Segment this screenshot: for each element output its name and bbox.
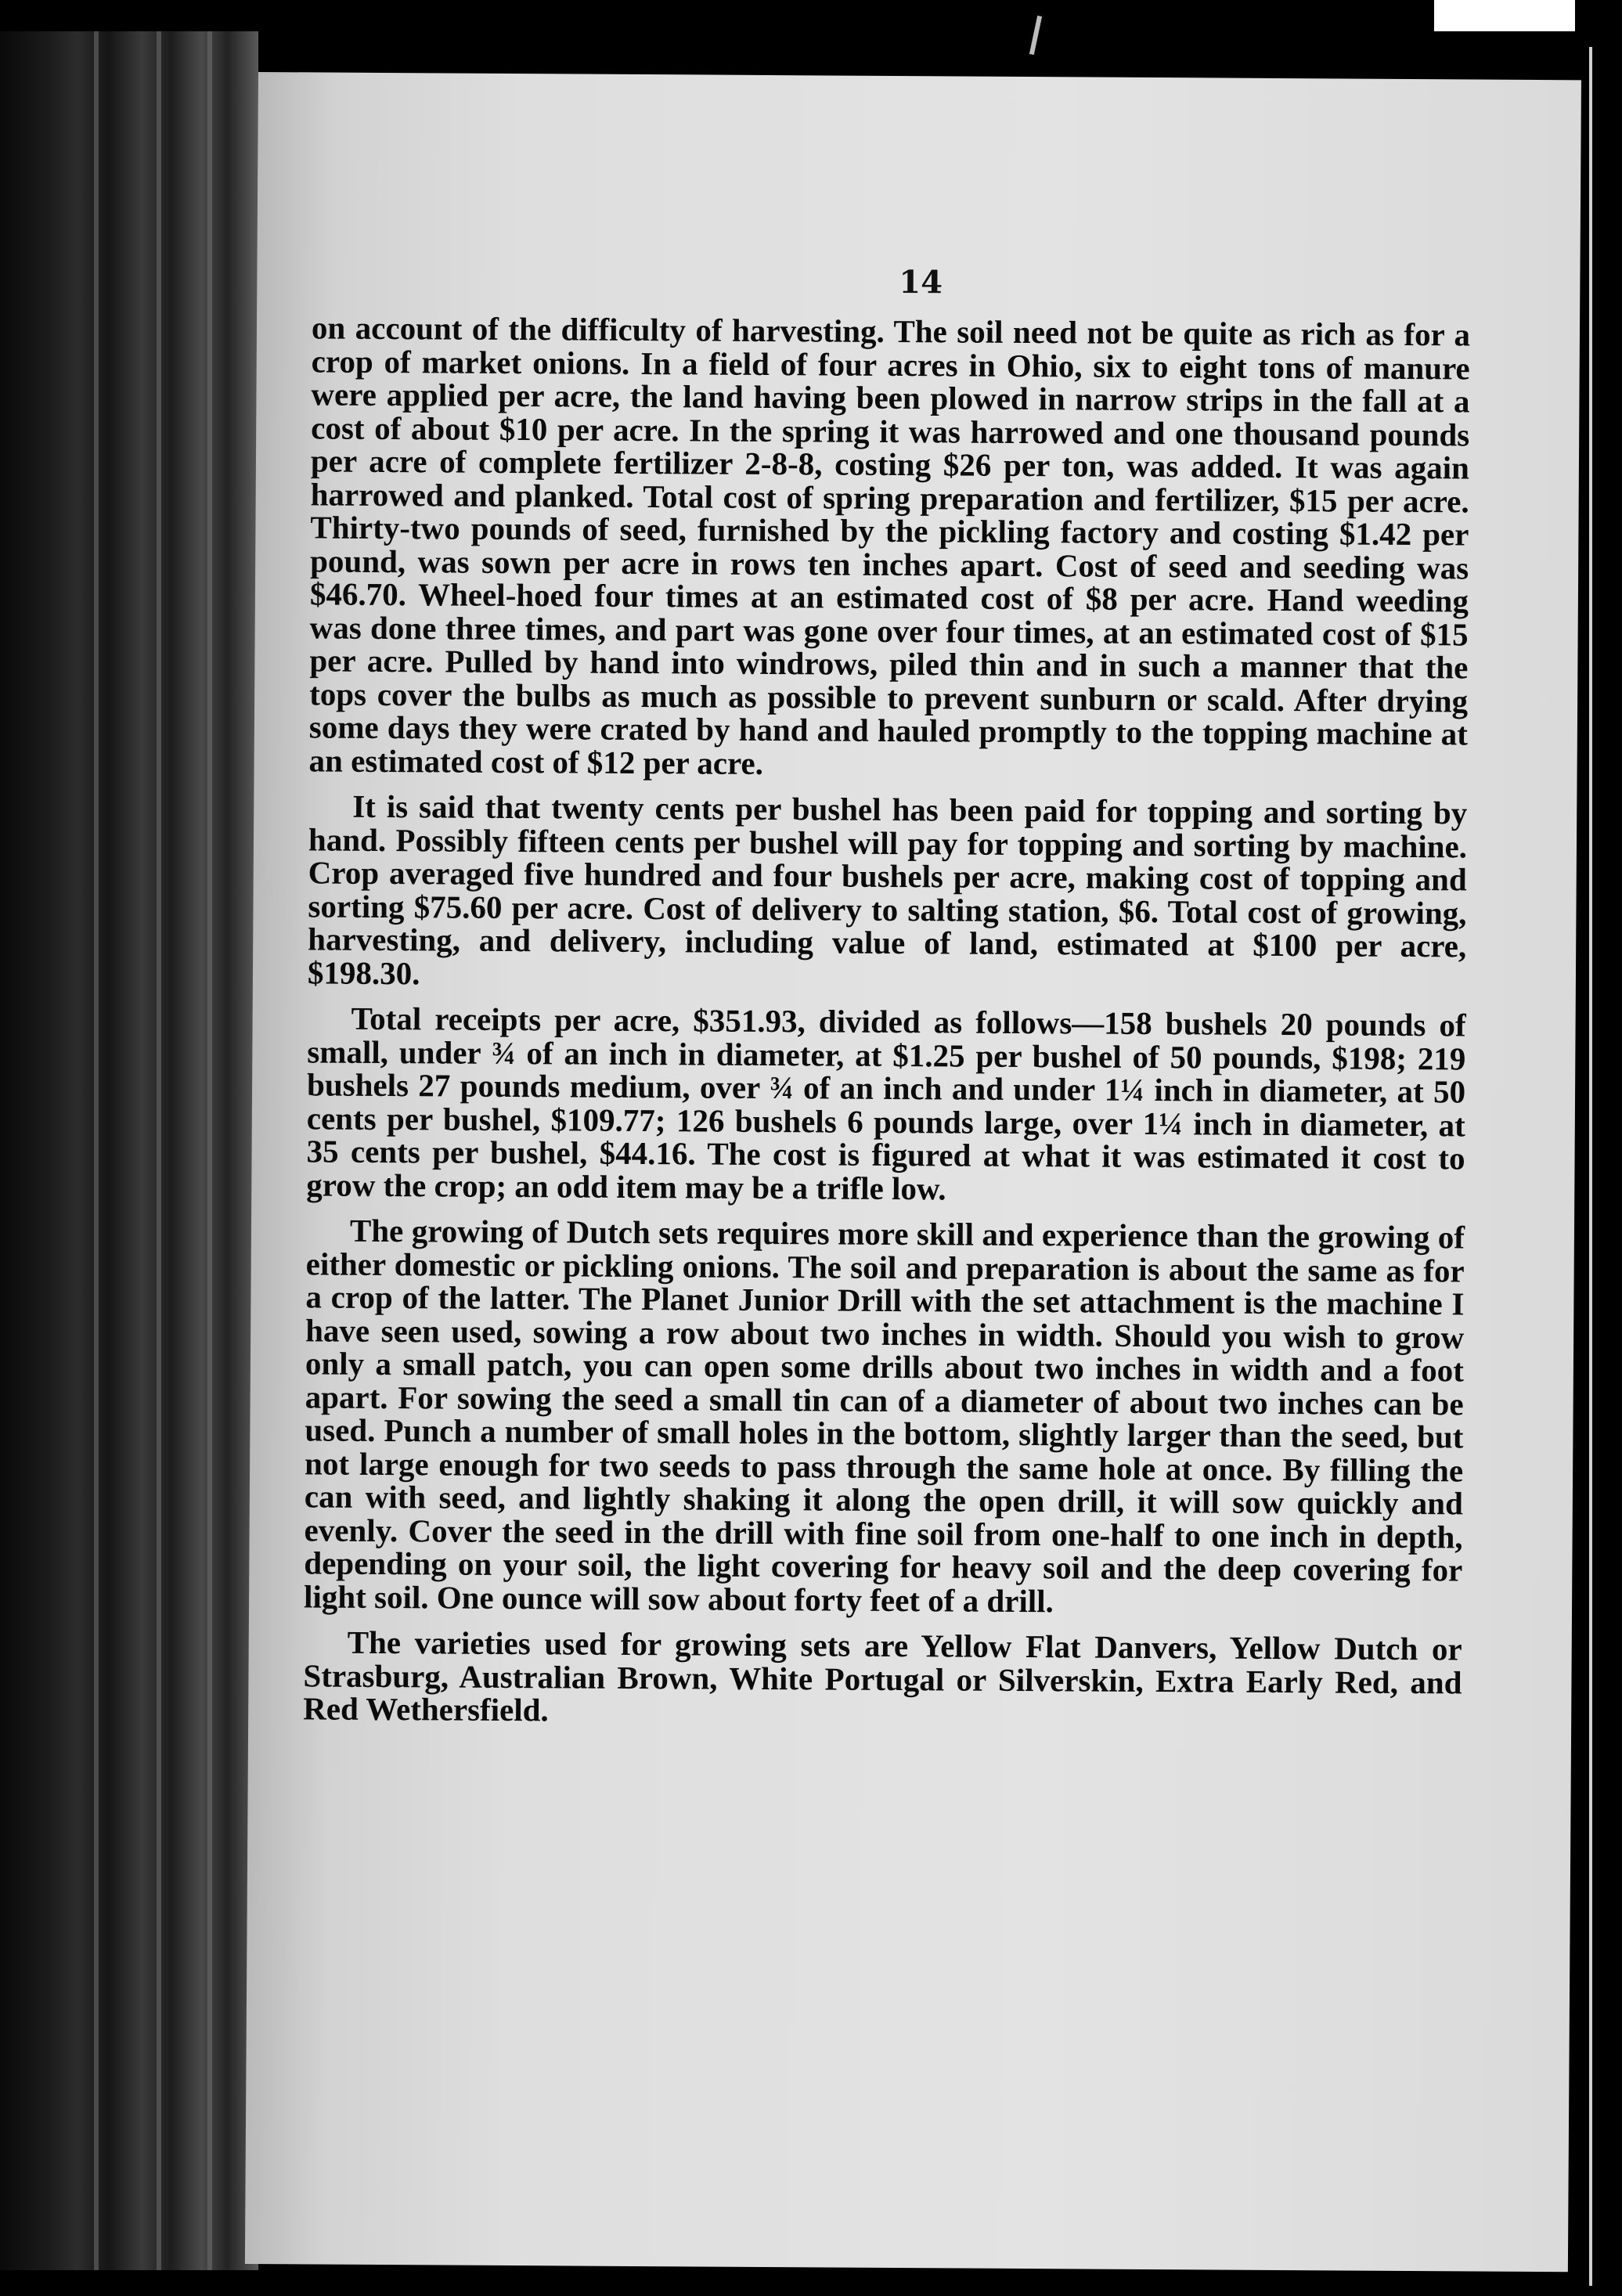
book-binding (0, 31, 258, 2270)
book-page (245, 72, 1581, 2272)
paragraph: The growing of Dutch sets requires more skill and experience than the growing of either domestic or pickling onions. The soil and preparation is about the same as for a crop of the latter. The Planet Junior Drill with the set attachment is the machine I have seen used, sowing a row about two inches in width. Should you wish to grow only a small patch, you can open some drills about two inches in width and a foot apart. For sowing the seed a small tin can of a diameter of about two inches can be used. Punch a number of small holes in the bottom, slightly larger than the seed, but not large enough for two seeds to pass through the same hole at once. By filling the can with seed, and lightly shaking it along the open drill, it will sow quickly and evenly. Cover the seed in the drill with fine soil from one-half to one inch in depth, depending on your soil, the light covering for heavy soil and the deep covering for light soil. One ounce will sow about forty feet of a drill. (303, 1212, 1465, 1619)
scan-tick-mark (1029, 16, 1042, 55)
paragraph: Total receipts per acre, $351.93, divided as follows—158 bushels 20 pounds of small, under ¾ of an inch in diameter, at $1.25 per bushel of 50 pounds, $198; 219 bushels 27 pounds medium, over ¾ of an inch and under 1¼ inch in diameter, at 50 cents per bushel, $109.77; 126 bushels 6 pounds large, over 1¼ inch in diameter, at 35 cents per bushel, $44.16. The cost is figured at what it was estimated it cost to grow the crop; an odd item may be a trifle low. (306, 1000, 1466, 1206)
binding-ridge (207, 31, 212, 2270)
paragraph: on account of the difficulty of harvesting. The soil need not be quite as rich as for a crop of market onions. In a field of four acres in Ohio, six to eight tons of manure were applied per acre, the land having been plowed in narrow strips in the fall at a cost of about $10 per acre. In the spring it was harrowed and one thousand pounds per acre of complete fertilizer 2-8-8, costing $26 per ton, was added. It was again harrowed and planked. Total cost of spring preparation and fertilizer, $15 per acre. Thirty-two pounds of seed, furnished by the pickling factory and costing $1.42 per pound, was sown per acre in rows ten inches apart. Cost of seed and seeding was $46.70. Wheel-hoed four times at an estimated cost of $8 per acre. Hand weeding was done three times, and part was gone over four times, at an estimated cost of $15 per acre. Pulled by hand into windrows, piled thin and in such a manner that the tops cover the bulbs as much as possible to prevent sunburn or scald. After drying some days they were crated by hand and hauled promptly to the topping machine at an estimated cost of $12 per acre. (308, 309, 1471, 781)
scan-corner-mark (1434, 0, 1575, 31)
binding-ridge (94, 31, 99, 2270)
paragraph: It is said that twenty cents per bushel has been paid for topping and sorting by hand. Possibly fifteen cents per bushel will pay for topping and sorting by machine. Crop averaged five hundred and four bushels per acre, making cost of topping and sorting $75.60 per acre. Cost of delivery to salting station, $6. Total cost of growing, harvesting, and delivery, including value of land, estimated at $100 per acre, $198.30. (307, 788, 1468, 991)
paragraph: The varieties used for growing sets are Yellow Flat Danvers, Yellow Dutch or Strasburg, Australian Brown, White Portugal or Silverskin, Extra Early Red, and Red Wethersfield. (303, 1624, 1462, 1728)
binding-ridge (157, 31, 161, 2270)
page-edge (1589, 47, 1592, 2286)
page-number: 14 (899, 264, 943, 301)
page-body (303, 311, 1470, 1745)
